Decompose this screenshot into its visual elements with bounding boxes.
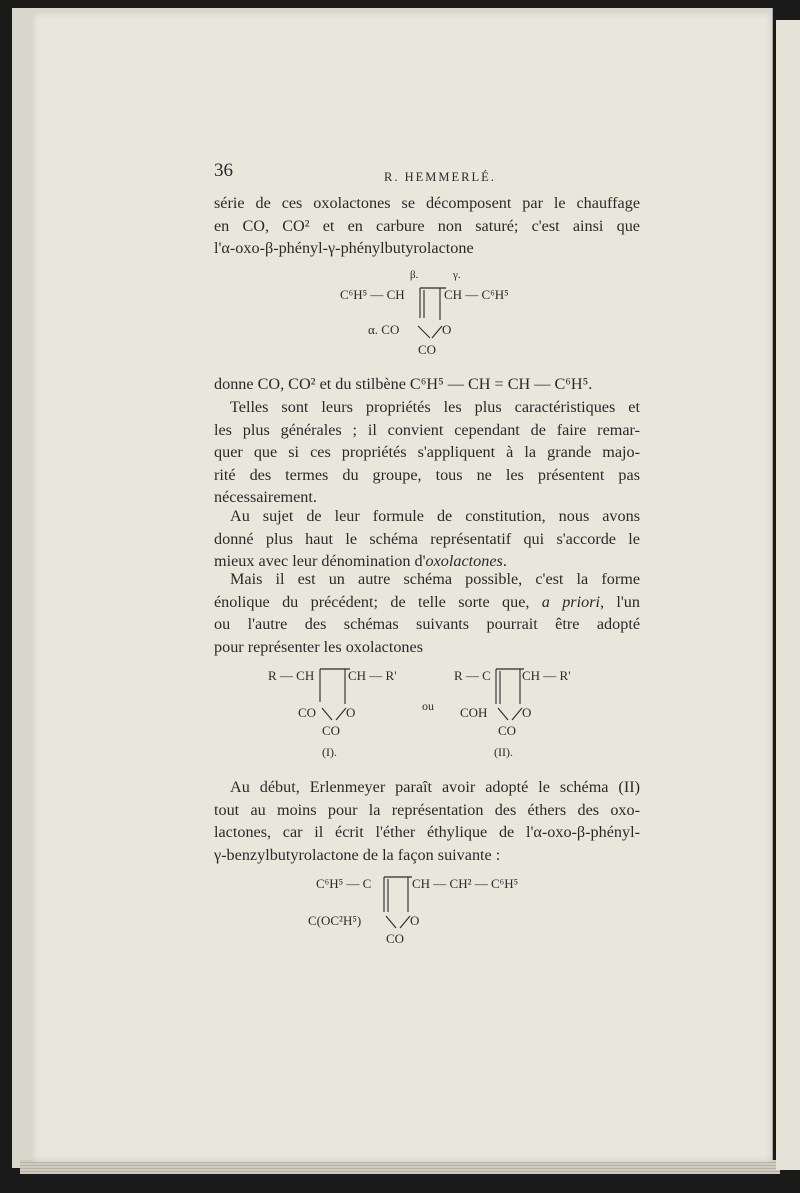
text-line: pour représenter les oxolactones xyxy=(214,637,424,656)
formula-1 xyxy=(320,266,560,366)
formula-2 xyxy=(260,660,640,760)
text-segment: , l'un xyxy=(600,592,640,611)
text-line: rité des termes du groupe, tous ne les présentent pas xyxy=(214,465,640,484)
text-line: ou l'autre des schémas suivants pourrait être adopté xyxy=(214,615,640,634)
f2-left-o: O xyxy=(346,705,356,720)
text-line: Telles sont leurs propriétés les plus caractéristiques et xyxy=(230,398,640,416)
paragraph-6 xyxy=(214,776,640,866)
text-line: en CO, CO² et en carbure non saturé; c'est ainsi que xyxy=(214,216,640,235)
formula-right: CH — C⁶H⁵ xyxy=(444,287,509,302)
text-line: tout au moins pour la représentation des éthers des oxo- xyxy=(214,800,640,819)
f3-top-b: CH — CH² — C⁶H⁵ xyxy=(412,876,519,891)
f3-left: C(OC²H⁵) xyxy=(308,913,362,928)
page-number: 36 xyxy=(214,160,233,181)
f2-left-co: CO xyxy=(298,705,317,720)
formula-left: C⁶H⁵ — CH xyxy=(340,287,405,302)
formula-3 xyxy=(300,868,580,958)
text-line: lactones, car il écrit l'éther éthylique de l'α-oxo-β-phényl- xyxy=(214,823,640,842)
f3-top-a: C⁶H⁵ — C xyxy=(316,876,372,891)
beta-label: β. xyxy=(410,269,419,281)
f2-right-co-bottom: CO xyxy=(498,723,517,738)
paragraph-5 xyxy=(214,568,640,658)
f3-co: CO xyxy=(386,931,405,946)
text-line: donné plus haut le schéma représentatif qui s'accorde le xyxy=(214,529,640,548)
page-edges xyxy=(20,1160,780,1174)
text-line: Mais il est un autre schéma possible, c'est la forme xyxy=(230,570,640,588)
f2-left-co-bottom: CO xyxy=(322,723,341,738)
text-line: l'α-oxo-β-phényl-γ-phénylbutyrolactone xyxy=(214,239,474,258)
formula-alpha-co: α. CO xyxy=(368,322,400,337)
text-segment: mieux avec leur dénomination d' xyxy=(214,552,426,571)
text-segment: énolique du précédent; de telle sorte que, xyxy=(214,592,542,611)
text-line xyxy=(214,591,640,614)
text-segment: . xyxy=(502,552,507,571)
f2-left-top-b: CH — R' xyxy=(348,668,397,683)
f2-label-ii: (II). xyxy=(494,745,513,759)
running-head: R. HEMMERLÉ. xyxy=(384,170,496,184)
italic-term: a priori xyxy=(541,592,600,611)
paragraph-1 xyxy=(214,192,640,260)
text-line: Au début, Erlenmeyer paraît avoir adopté le schéma (II) xyxy=(230,778,640,796)
text-line: série de ces oxolactones se décomposent par le chauffage xyxy=(214,194,640,212)
f3-o: O xyxy=(410,913,420,928)
text-line: donne CO, CO² et du stilbène C⁶H⁵ — CH = CH — C⁶H⁵. xyxy=(214,375,593,393)
gamma-label: γ. xyxy=(453,269,461,281)
f2-ou: ou xyxy=(422,699,434,713)
paragraph-3 xyxy=(214,396,640,509)
f2-right-top-a: R — C xyxy=(454,668,491,683)
formula-co: CO xyxy=(418,342,437,357)
italic-term: oxolactones xyxy=(425,552,503,571)
text-line: Au sujet de leur formule de constitution, nous avons xyxy=(230,507,640,525)
paragraph-4 xyxy=(214,505,640,573)
f2-right-coh: COH xyxy=(460,705,488,720)
paragraph-2 xyxy=(214,373,640,396)
f2-label-i: (I). xyxy=(322,745,337,759)
text-line: nécessairement. xyxy=(214,488,317,507)
text-line: les plus générales ; il convient cependant de faire remar- xyxy=(214,420,640,439)
text-line: quer que si ces propriétés s'appliquent à la grande majo- xyxy=(214,443,640,462)
f2-right-top-b: CH — R' xyxy=(522,668,571,683)
next-page-edge xyxy=(776,20,800,1170)
f2-right-o: O xyxy=(522,705,532,720)
formula-o: O xyxy=(442,322,452,337)
f2-left-top-a: R — CH xyxy=(268,668,315,683)
text-line: γ-benzylbutyrolactone de la façon suivante : xyxy=(214,845,501,864)
